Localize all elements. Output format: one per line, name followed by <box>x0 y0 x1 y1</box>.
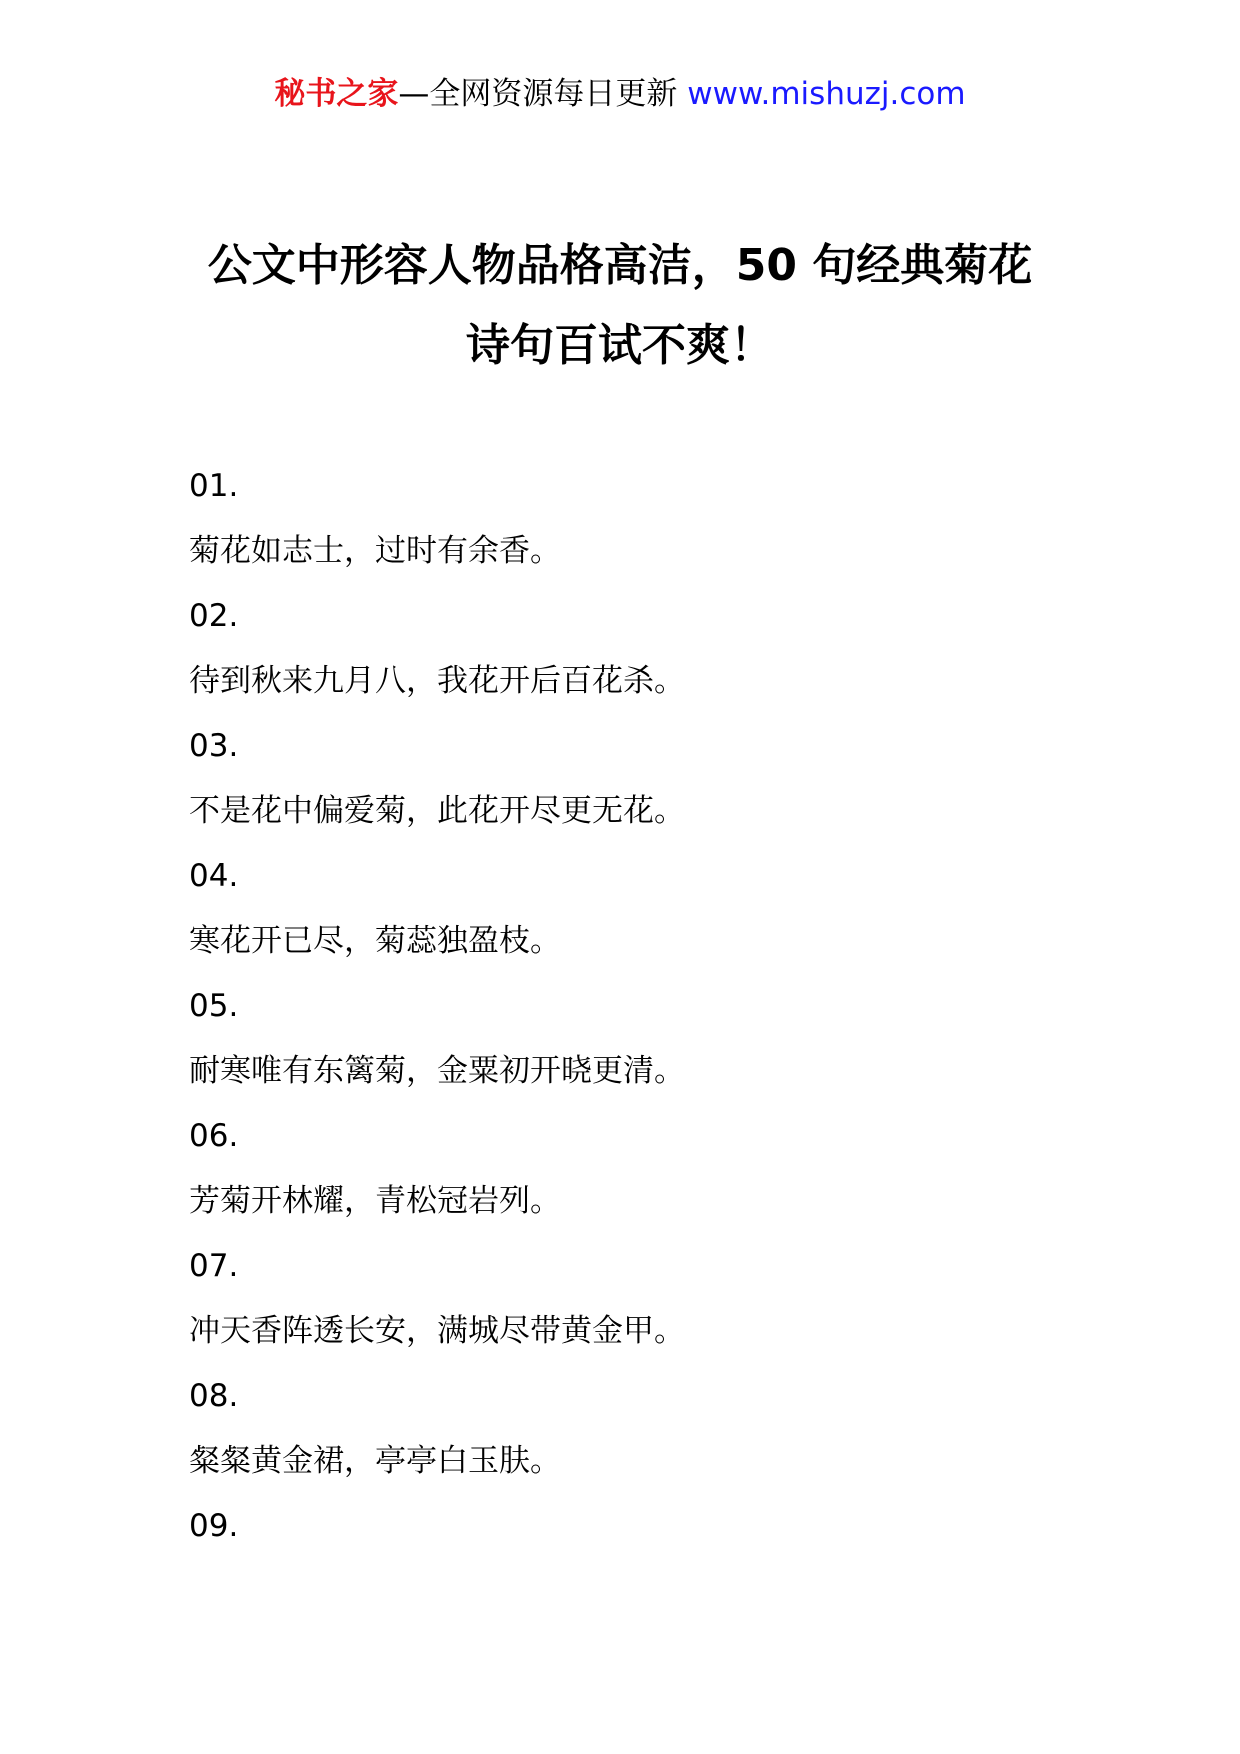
entry-number: 01. <box>189 468 239 504</box>
site-header <box>0 72 1240 116</box>
title-line-2: 诗句百试不爽！ <box>466 320 774 371</box>
entry-number: 09. <box>189 1508 239 1544</box>
entry-text: 粲粲黄金裙，亭亭白玉肤。 <box>189 1443 561 1479</box>
document-title <box>150 226 1090 386</box>
entry-text: 待到秋来九月八，我花开后百花杀。 <box>189 663 685 699</box>
entry-number: 05. <box>189 988 239 1024</box>
entry-text: 冲天香阵透长安，满城尽带黄金甲。 <box>189 1313 685 1349</box>
site-url-link[interactable]: www.mishuzj.com <box>687 76 966 112</box>
entry-number: 04. <box>189 858 239 894</box>
entry-number: 07. <box>189 1248 239 1284</box>
entry-text: 耐寒唯有东篱菊，金粟初开晓更清。 <box>189 1053 685 1089</box>
brand-name: 秘书之家 <box>274 76 399 112</box>
poem-list <box>189 464 1089 1569</box>
entry-text: 菊花如志士，过时有余香。 <box>189 533 561 569</box>
entry-number: 06. <box>189 1118 239 1154</box>
title-line-1: 公文中形容人物品格高洁，50 句经典菊花 <box>207 240 1033 291</box>
entry-number: 08. <box>189 1378 239 1414</box>
header-slogan: —全网资源每日更新 <box>398 76 678 112</box>
entry-text: 不是花中偏爱菊，此花开尽更无花。 <box>189 793 685 829</box>
entry-number: 02. <box>189 598 239 634</box>
entry-number: 03. <box>189 728 239 764</box>
entry-text: 芳菊开林耀，青松冠岩列。 <box>189 1183 561 1219</box>
entry-text: 寒花开已尽，菊蕊独盈枝。 <box>189 923 561 959</box>
